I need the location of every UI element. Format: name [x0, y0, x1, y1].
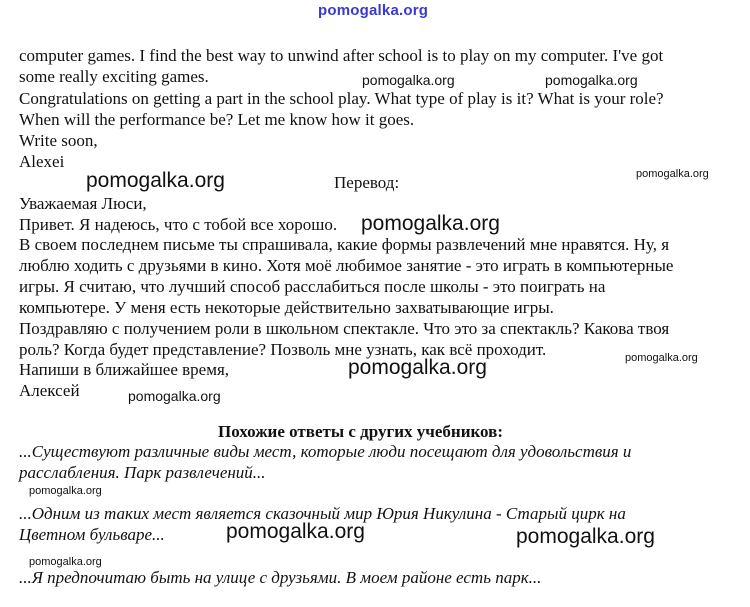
translation-line: Привет. Я надеюсь, что с тобой все хорошо.	[19, 215, 338, 234]
translation-signature: Алексей	[19, 381, 80, 400]
translation-line: люблю ходить с друзьями в кино. Хотя моё любимое занятие - это играть в компьютерные	[19, 256, 674, 275]
watermark: pomogalka.org	[29, 485, 102, 497]
watermark: pomogalka.org	[362, 72, 455, 88]
watermark: pomogalka.org	[545, 72, 638, 88]
watermark: pomogalka.org	[128, 388, 221, 404]
translation-line: Уважаемая Люси,	[19, 194, 147, 213]
watermark: pomogalka.org	[625, 352, 698, 364]
translation-line: Напиши в ближайшее время,	[19, 360, 230, 379]
english-line: Congratulations on getting a part in the school play. What type of play is it? What is your role?	[19, 89, 664, 108]
similar-answer-link[interactable]: ...Одним из таких мест является сказочный мир Юрия Никулина - Старый цирк на	[19, 504, 626, 523]
english-line: When will the performance be? Let me know how it goes.	[19, 110, 415, 129]
watermark: pomogalka.org	[86, 169, 225, 192]
similar-answer-link[interactable]: Цветном бульваре...	[19, 525, 165, 544]
similar-answers-heading: Похожие ответы с других учебников:	[218, 422, 503, 441]
english-line: Write soon,	[19, 131, 98, 150]
similar-answer-link[interactable]: расслабления. Парк развлечений...	[19, 463, 266, 482]
english-line: some really exciting games.	[19, 67, 209, 86]
translation-line: Поздравляю с получением роли в школьном спектакле. Что это за спектакль? Какова твоя	[19, 319, 670, 338]
translation-line: роль? Когда будет представление? Позволь мне узнать, как всё проходит.	[19, 340, 547, 359]
translation-line: игры. Я считаю, что лучший способ расслабиться после школы - это поиграть на	[19, 277, 606, 296]
watermark-top: pomogalka.org	[318, 2, 429, 19]
watermark: pomogalka.org	[516, 525, 655, 548]
english-signature: Alexei	[19, 152, 65, 171]
translation-line: В своем последнем письме ты спрашивала, какие формы развлечений мне нравятся. Ну, я	[19, 235, 670, 254]
watermark: pomogalka.org	[348, 356, 487, 379]
watermark: pomogalka.org	[29, 556, 102, 568]
similar-answer-link[interactable]: ...Я предпочитаю быть на улице с друзьями. В моем районе есть парк...	[19, 568, 542, 587]
translation-heading: Перевод:	[334, 173, 400, 192]
watermark: pomogalka.org	[226, 520, 365, 543]
watermark: pomogalka.org	[361, 212, 500, 235]
watermark: pomogalka.org	[636, 168, 709, 180]
english-line: computer games. I find the best way to unwind after school is to play on my computer. I've got	[19, 46, 664, 65]
similar-answer-link[interactable]: ...Существуют различные виды мест, которые люди посещают для удовольствия и	[19, 442, 632, 461]
translation-line: компьютере. У меня есть некоторые действительно захватывающие игры.	[19, 298, 554, 317]
